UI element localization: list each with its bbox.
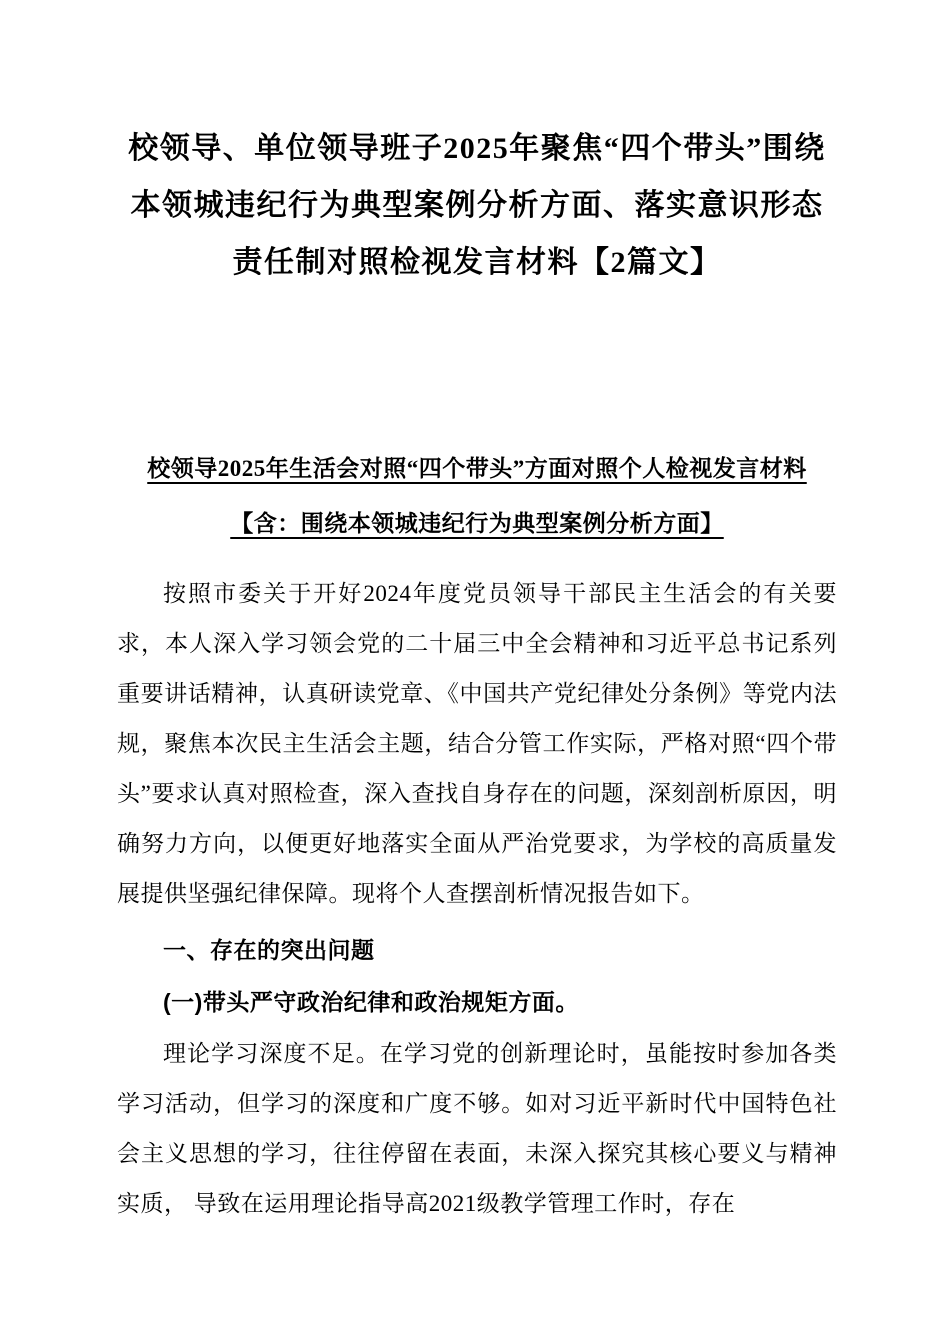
section-heading-problems: 一、存在的突出问题	[163, 937, 375, 963]
document-subtitle: 校领导2025年生活会对照“四个带头”方面对照个人检视发言材料【含：围绕本领城违纪行为典型案例分析方面】	[147, 456, 807, 536]
intro-paragraph: 按照市委关于开好2024年度党员领导干部民主生活会的有关要求，本人深入学习领会党的二十届三中全会精神和习近平总书记系列重要讲话精神，认真研读党章、《中国共产党纪律处分条例》等党内法规，聚焦本次民主生活会主题，结合分管工作实际，严格对照“四个带头”要求认真对照检查，深入查找自身存在的问题，深刻剖析原因，明确努力方向，以便更好地落实全面从严治党要求，为学校的高质量发展提供坚强纪律保障。现将个人查摆剖析情况报告如下。	[117, 581, 837, 906]
subsection-heading-political-discipline: (一)带头严守政治纪律和政治规矩方面。	[163, 989, 579, 1015]
issue-paragraph: 理论学习深度不足。在学习党的创新理论时，虽能按时参加各类学习活动，但学习的深度和广度不够。如对习近平新时代中国特色社会主义思想的学习，往往停留在表面，未深入探究其核心要义与精神实质， 导致在运用理论指导高2021级教学管理工作时，存在	[117, 1041, 837, 1216]
document-title: 校领导、单位领导班子2025年聚焦“四个带头”围绕本领城违纪行为典型案例分析方面、落实意识形态责任制对照检视发言材料【2篇文】	[128, 132, 826, 279]
